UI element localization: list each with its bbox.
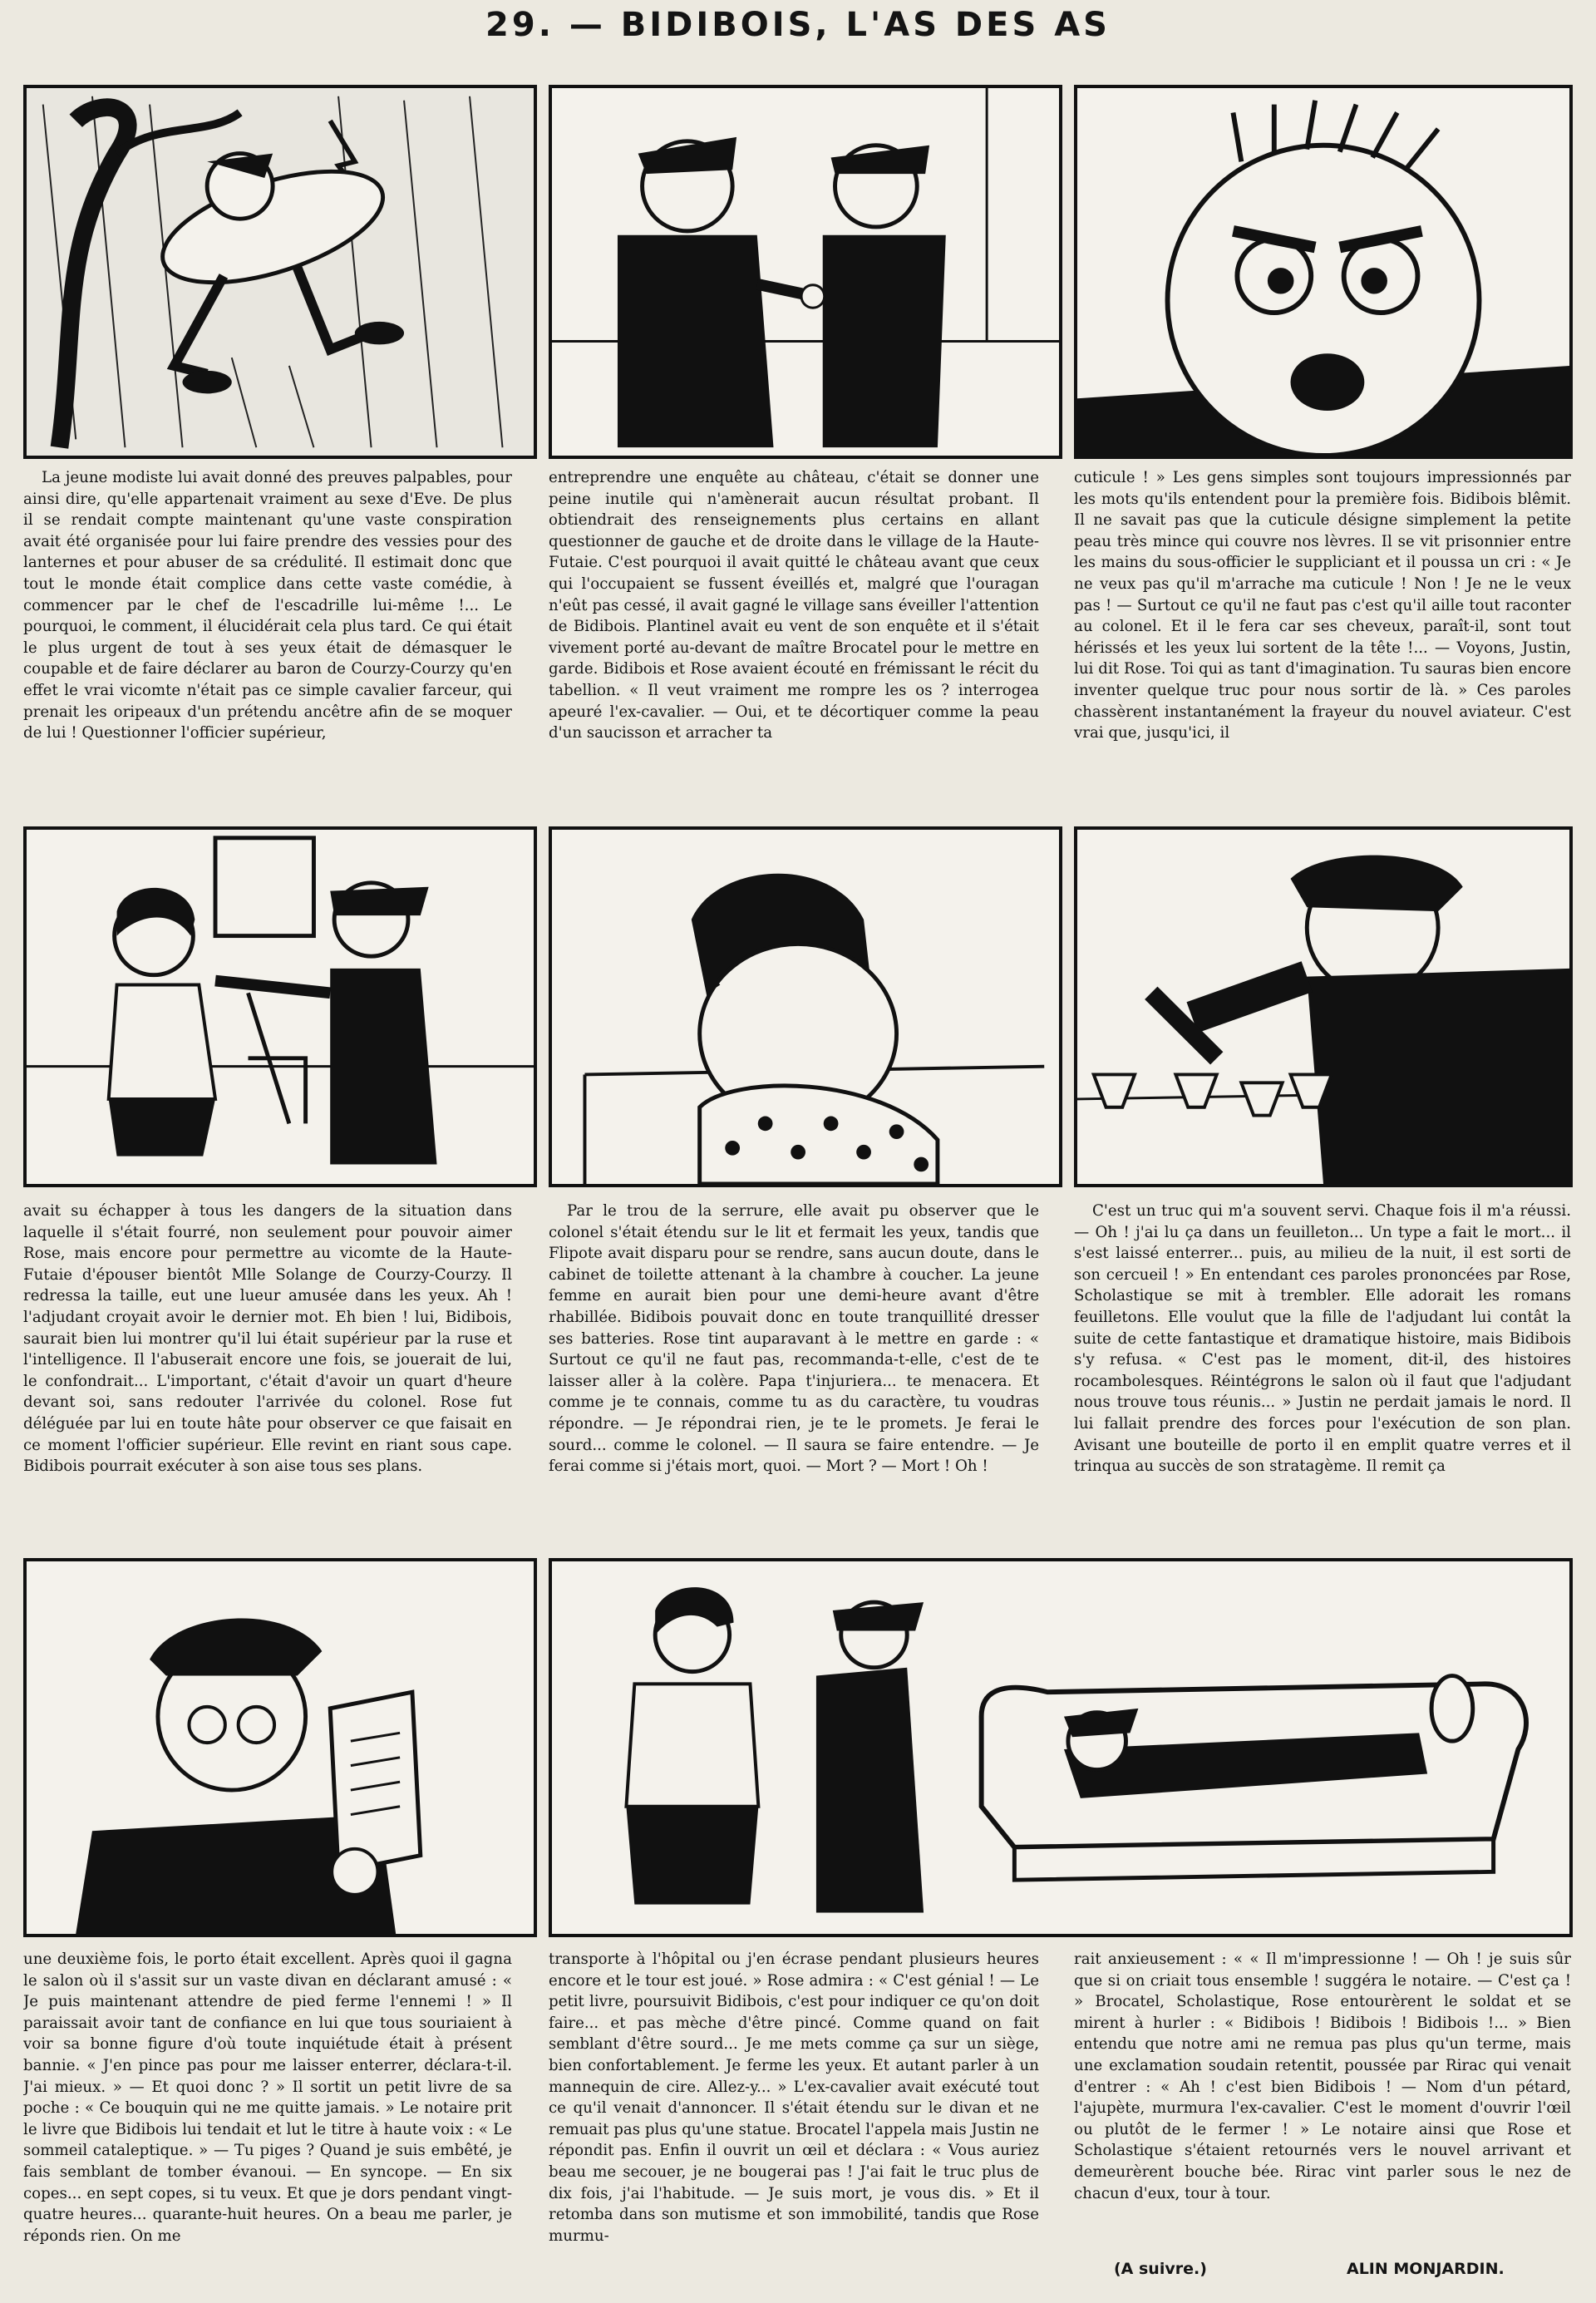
page-header (0, 0, 1596, 50)
reading-illustration (27, 1561, 534, 1934)
pouring-illustration (1077, 830, 1569, 1184)
paragraph: C'est un truc qui m'a souvent servi. Chaque fois il m'a réussi. — Oh ! j'ai lu ça dans un feuilleton... Un type a fait le mort... il s'est laissé enterrer... puis, au milieu de la nuit, il est sorti de son cercueil ! » En entendant ces paroles prononcées par Rose, Scholastique se mit à trembler. Elle adorait les romans feuilletons. Elle voulut que la fille de l'adjudant lui contât la suite de cette fantastique et dramatique histoire, mais Bidibois s'y refusa. « C'est pas le moment, dit-il, des histoires rocambolesques. Réintégrons le salon où il faut que l'adjudant nous trouve tous réunis... » Justin ne perdait jamais le nord. Il lui fallait prendre des forces pour l'exécution de son plan. Avisant une bouteille de porto il en emplit quatre verres et il trinqua au succès de son stratagème. Il remit ça (1074, 1202, 1571, 1476)
paragraph: une deuxième fois, le porto était excellent. Après quoi il gagna le salon où il s'assit sur un vaste divan en déclarant amusé : « Je puis maintenant attendre de pied ferme l'ennemi ! » Il paraissait avoir tant de confiance en lui que tous souriaient à voir sa bonne figure d'où toute inquiétude était à présent bannie. « J'en pince pas pour me laisser enterrer, déclara-t-il. J'ai mieux. » — Et quoi donc ? » Il sortit un petit livre de sa poche : « Ce bouquin qui ne me quitte jamais. » Le notaire prit le livre que Bidibois lui tendait et lut le titre à haute voix : « Le sommeil cataleptique. » — Tu piges ? Quand je suis embêté, je fais semblant de tomber évanoui. — En syncope. — En six copes... en sept copes, si tu veux. Et que je dors pendant vingt-quatre heures... quarante-huit heures. On a beau me parler, je réponds rien. On me (23, 1950, 512, 2245)
room-illustration (27, 830, 534, 1184)
panel-woman-and-officer-chair (23, 826, 537, 1187)
column-1-row-3 (23, 1949, 512, 2278)
paragraph: La jeune modiste lui avait donné des preuves palpables, pour ainsi dire, qu'elle appartenait vraiment au sexe d'Eve. De plus il se rendait compte maintenant qu'une vaste conspiration avait été organisée pour lui faire prendre des vessies pour des lanternes et pour abuser de sa crédulité. Il estimait donc que tout le monde était complice dans cette vaste comédie, à commencer par le chef de l'escadrille lui-même !... Le pourquoi, le comment, il élucidérait cela plus tard. Ce qui était le plus urgent de tout à ses yeux était de démasquer le coupable et de faire déclarer au baron de Courzy-Courzy qu'en effet le vrai vicomte n'était pas ce simple cavalier farceur, qui prenait les oripeaux d'un prétendu ancêtre afin de se moquer de lui ! Questionner l'officier supérieur, (23, 469, 512, 742)
panel-woman-at-keyhole (549, 826, 1062, 1187)
panel-storm-running (23, 85, 537, 459)
column-2-row-2 (549, 1201, 1039, 1531)
column-1-row-2 (23, 1201, 512, 1531)
column-3-row-3 (1074, 1949, 1571, 2250)
officers-illustration (552, 88, 1059, 456)
column-3-row-2 (1074, 1201, 1571, 1531)
face-illustration (1077, 88, 1569, 456)
column-3-row-1 (1074, 467, 1571, 798)
column-2-row-1 (549, 467, 1039, 798)
sofa-illustration (552, 1561, 1569, 1934)
paragraph: entreprendre une enquête au château, c'était se donner une peine inutile qui n'amènerait aucun résultat probant. Il obtiendrait des renseignements plus certains en allant questionner de gauche et de droite dans le village de la Haute-Futaie. C'est pourquoi il avait quitté le château avant que ceux qui l'occupaient se fussent éveillés et, malgré que l'ouragan n'eût pas cessé, il avait gagné le village sans éveiller l'attention de Bidibois. Plantinel avait eu vent de son enquête et il s'était vivement porté au-devant de maître Brocatel pour le mettre en garde. Bidibois et Rose avaient écouté en frémissant le récit du tabellion. « Il veut vraiment me rompre les os ? interrogea apeuré l'ex-cavalier. — Oui, et te décortiquer comme la peau d'un saucisson et arracher ta (549, 469, 1039, 742)
paragraph: cuticule ! » Les gens simples sont toujours impressionnés par les mots qu'ils entendent pour la première fois. Bidibois blêmit. Il ne savait pas que la cuticule désigne simplement la petite peau très mince qui couvre nos lèvres. Il se vit prisonnier entre les mains du sous-officier le suppliciant et il poussa un cri : « Je ne veux pas qu'il m'arrache ma cuticule ! Non ! Je ne le veux pas ! — Surtout ce qu'il ne faut pas c'est qu'il aille tout raconter au colonel. Et il le fera car ses cheveux, paraît-il, sont tout hérissés et les yeux lui sortent de la tête !... — Voyons, Justin, lui dit Rose. Toi qui as tant d'imagination. Tu sauras bien encore inventer quelque truc pour nous sortir de là. » Ces paroles chassèrent instantanément la frayeur du nouvel aviateur. C'est vrai que, jusqu'ici, il (1074, 469, 1571, 742)
author-signature: ALIN MONJARDIN. (1347, 2260, 1505, 2278)
paragraph: avait su échapper à tous les dangers de la situation dans laquelle il s'était fourré, non seulement pour pouvoir aimer Rose, mais encore pour permettre au vicomte de la Haute-Futaie d'épouser bientôt Mlle Solange de Courzy-Courzy. Il redressa la taille, eut une lueur amusée dans les yeux. Ah ! l'adjudant croyait avoir le dernier mot. Eh bien ! lui, Bidibois, saurait bien lui montrer qu'il lui était supérieur par la ruse et l'intelligence. Il l'abuserait encore une fois, se jouerait de lui, le confondrait... L'important, c'était d'avoir un quart d'heure devant soi, sans redouter l'arrivée du colonel. Rose fut déléguée par lui en toute hâte pour observer ce que faisait en ce moment l'officier supérieur. Elle revint en riant sous cape. Bidibois pourrait exécuter à son aise tous ses plans. (23, 1202, 512, 1476)
column-1-row-1 (23, 467, 512, 798)
paragraph: transporte à l'hôpital ou j'en écrase pendant plusieurs heures encore et le tour est joué. » Rose admira : « C'est génial ! — Le petit livre, poursuivit Bidibois, c'est pour indiquer ce qu'on doit faire... et pas mèche d'être pincé. Comme quand on fait semblant d'être sourd... Je me mets comme ça sur un siège, bien confortablement. Je ferme les yeux. Et autant parler à un mannequin de cire. Allez-y... » L'ex-cavalier avait exécuté tout ce qu'il venait d'annoncer. Il s'était étendu sur le divan et ne remuait pas plus qu'une statue. Brocatel l'appela mais Justin ne répondit pas. Enfin il ouvrit un œil et déclara : « Vous auriez beau me secouer, je ne bougerai pas ! J'ai fait le truc plus de dix fois, j'ai l'habitude. — Je suis mort, je vous dis. » Et il retomba dans son mutisme et son immobilité, tandis que Rose murmu- (549, 1950, 1039, 2245)
keyhole-illustration (552, 830, 1059, 1184)
paragraph: Par le trou de la serrure, elle avait pu observer que le colonel s'était étendu sur le lit et fermait les yeux, tandis que Flipote avait disparu pour se rendre, sans aucun doute, dans le cabinet de toilette attenant à la chambre à coucher. La jeune femme en aurait bien pour une demi-heure avant d'être rhabillée. Bidibois pouvait donc en toute tranquillité dresser ses batteries. Rose tint auparavant à le mettre en garde : « Surtout ce qu'il ne faut pas, recommanda-t-elle, c'est de te laisser aller à la colère. Papa t'injuriera... te menacera. Et comme je te connais, comme tu as du caractère, tu voudras répondre. — Je répondrai rien, je te le promets. Je ferai le sourd... comme le colonel. — Il saura se faire entendre. — Je ferai comme si j'étais mort, quoi. — Mort ? — Mort ! Oh ! (549, 1202, 1039, 1476)
page-title: 29. — BIDIBOIS, L'AS DES AS (485, 6, 1111, 44)
panel-two-officers-handshake (549, 85, 1062, 459)
panel-officer-on-sofa (549, 1558, 1573, 1937)
panel-angry-face-closeup (1074, 85, 1573, 459)
panel-officer-reading-book (23, 1558, 537, 1937)
storm-illustration (27, 88, 534, 456)
paragraph: rait anxieusement : « « Il m'impressionne ! — Oh ! je suis sûr que si on criait tous ensemble ! suggéra le notaire. — C'est ça ! » Brocatel, Scholastique, Rose entourèrent le soldat et se mirent à hurler : « Bidibois ! Bidibois ! Bidibois !... » Bien entendu que notre ami ne remua pas plus qu'un terme, mais une exclamation soudain retentit, poussée par Rirac qui venait d'entrer : « Ah ! c'est bien Bidibois ! — Nom d'un pétard, l'ajupète, murmura l'ex-cavalier. C'est le moment d'ouvrir l'œil ou plutôt de le fermer ! » Le notaire ainsi que Rose et Scholastique s'étaient retournés vers le nouvel arrivant et demeurèrent bouche bée. Rirac vint parler sous le nez de chacun d'eux, tour à tour. (1074, 1950, 1571, 2202)
panel-officer-pouring-wine (1074, 826, 1573, 1187)
to-be-continued: (A suivre.) (1114, 2260, 1207, 2278)
column-2-row-3 (549, 1949, 1039, 2278)
